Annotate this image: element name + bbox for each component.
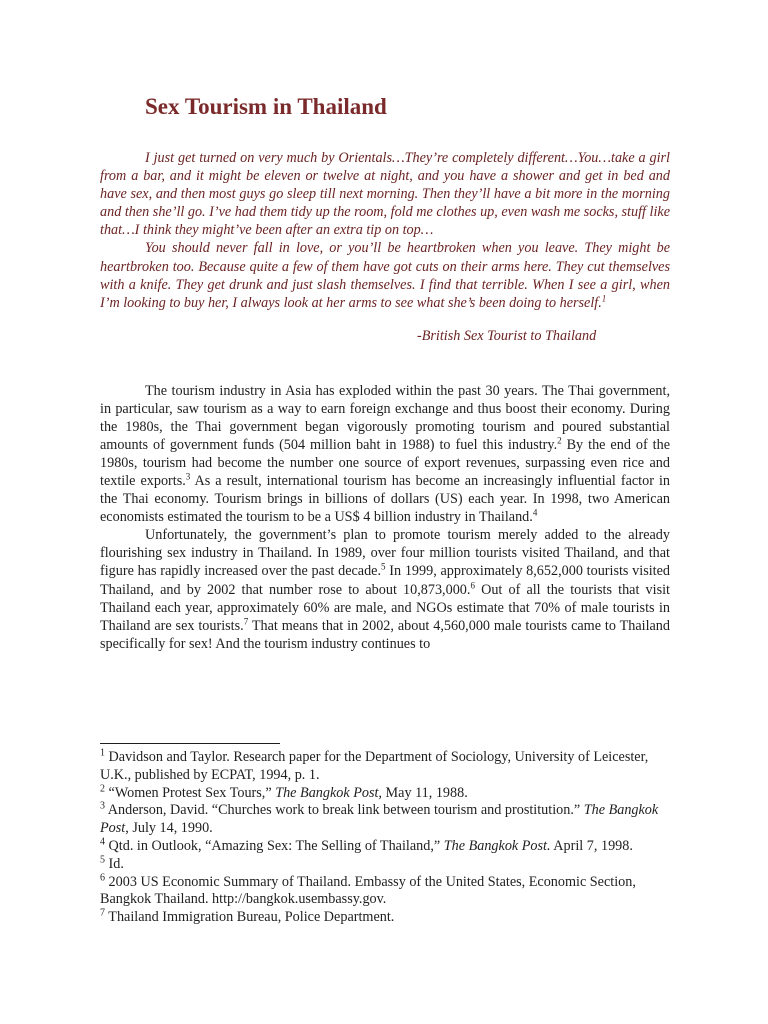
footnote-number: 3 [100,800,105,812]
footnote-text: Id. [105,855,124,872]
footnote-text: “Women Protest Sex Tours,” [105,784,276,801]
footnote-ref[interactable]: 5 [381,561,386,572]
footnote-text: Davidson and Taylor. Research paper for the Department of Sociology, University of Leicester, U.K., published by ECPAT, 1994, p. 1. [100,749,649,783]
body-sentence: By the end of the 1980s, tourism had become the number one source of export revenues, surpassing even rice and textile exports. [100,437,671,490]
footnote-text: Anderson, David. “Churches work to break link between tourism and prostitution.” [105,802,584,819]
footnote-source-title: The Bangkok Post, [275,784,382,801]
footnote-number: 4 [100,836,105,848]
footnote-number: 2 [100,782,105,794]
body-sentence: Out of all the tourists that visit Thailand each year, approximately 60% are male, and NGOs estimate that 70% of male tourists in Thailand are sex tourists. [100,581,670,634]
footnote-ref[interactable]: 4 [532,507,538,518]
footnote-text: , July 14, 1990. [125,820,213,837]
body-sentence: That means that in 2002, about 4,560,000 male tourists came to Thailand specifically for sex! And the tourism industry continues to [100,617,670,652]
epigraph-text: You should never fall in love, or you’ll be heartbroken when you leave. They might be heartbroken too. Because quite a few of them have got cuts on their arms here. They cut themselves with a knife. They get drunk and just slash themselves. I find that terrible. When I see a girl, when I’m looking to buy her, I always look at her arms to see what she’s been doing to herself. [100,240,670,311]
footnote-text: May 11, 1988. [381,784,468,801]
footnote-source-title: The Bangkok Post. [443,837,551,854]
footnotes [100,749,670,927]
footnote-number: 5 [100,854,105,866]
footnote [100,802,670,838]
footnote [100,909,670,927]
footnote-text: 2003 US Economic Summary of Thailand. Embassy of the United States, Economic Section, Bangkok Thailand. http://bangkok.usembassy.gov. [100,873,636,908]
footnote-number: 7 [100,907,105,919]
epigraph-attribution: -British Sex Tourist to Thailand [417,328,597,344]
footnote-ref[interactable]: 7 [243,615,249,626]
epigraph-quote [100,149,670,312]
footnote-text: Thailand Immigration Bureau, Police Department. [105,909,395,926]
body-sentence: The tourism industry in Asia has exploded within the past 30 years. The Thai government, in particular, saw tourism as a way to earn foreign exchange and thus boost their economy. During the 1980s, the Thai government began vigorously promoting tourism and poured substantial amounts of government funds (504 million baht in 1988) to fuel this industry. [100,383,670,454]
body-sentence: Unfortunately, the government’s plan to promote tourism merely added to the already flourishing sex industry in Thailand. In 1989, over four million tourists visited Thailand, and that figure has rapidly increased over the past decade. [100,527,670,580]
body-sentence: As a result, international tourism has become an increasingly influential factor in the Thai economy. Tourism brings in billions of dollars (US) each year. In 1998, two American economists estimated the tourism to be a US$ 4 billion industry in Thailand. [100,473,670,526]
epigraph-paragraph [100,239,670,311]
page-title: Sex Tourism in Thailand [145,94,387,119]
footnote-number: 6 [100,871,105,883]
footnote-text: Qtd. in Outlook, “Amazing Sex: The Selling of Thailand,” [105,837,444,854]
footnote [100,749,670,785]
footnote [100,782,670,803]
footnote-text: April 7, 1998. [550,837,633,854]
epigraph-paragraph [100,149,670,239]
footnote-ref[interactable]: 1 [601,293,607,304]
footnote [100,856,670,874]
body-sentence: In 1999, approximately 8,652,000 tourists visited Thailand, and by 2002 that number rose to about 10,873,000. [100,563,671,598]
footnote [100,871,670,910]
footnote-number: 1 [100,747,105,759]
body-text [100,382,670,653]
footnote-ref[interactable]: 2 [557,435,562,446]
body-paragraph [100,382,670,526]
footnote [100,838,670,856]
body-paragraph [100,526,670,652]
footnote-ref[interactable]: 6 [470,579,475,590]
epigraph-text: I just get turned on very much by Orientals…They’re completely different…You…take a girl from a bar, and it might be eleven or twelve at night, and you have a shower and get in bed and have sex, and then most guys go sleep till next morning. Then they’ll have a bit more in the morning and then she’ll go. I’ve had them tidy up the room, fold me clothes up, even wash me socks, stuff like that…I think they might’ve been after an extra tip on top… [100,150,671,239]
footnote-divider [100,743,280,744]
footnote-ref[interactable]: 3 [185,471,191,482]
footnote-source-title: The Bangkok Post [100,802,659,837]
